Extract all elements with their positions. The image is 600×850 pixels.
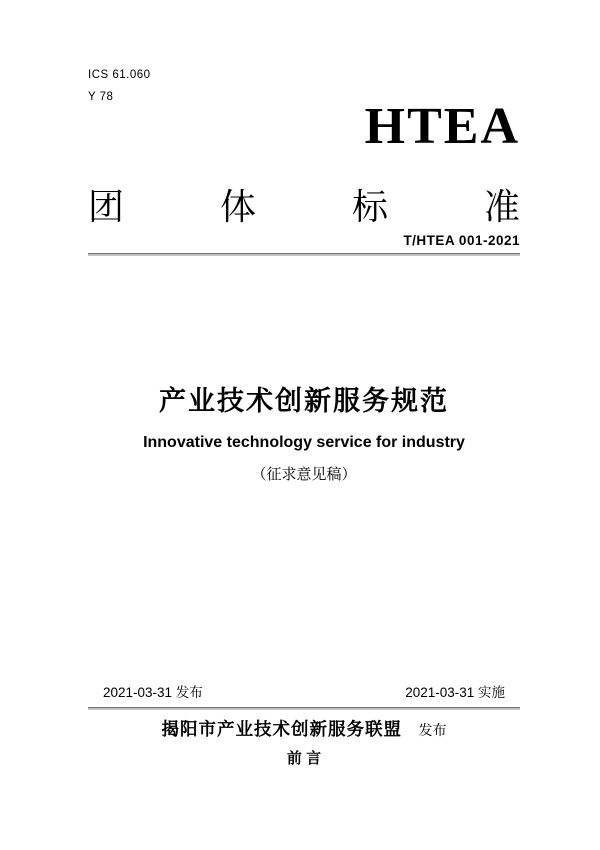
standard-type-char: 准 bbox=[483, 187, 520, 227]
standard-type-char: 标 bbox=[351, 187, 388, 227]
standard-number: T/HTEA 001-2021 bbox=[403, 233, 520, 248]
document-title-chinese: 产业技术创新服务规范 bbox=[159, 386, 449, 416]
standard-type-heading bbox=[88, 186, 520, 228]
implement-date: 2021-03-31 实施 bbox=[405, 685, 505, 700]
publisher-action-label: 发布 bbox=[418, 722, 447, 738]
doc-class-code: Y 78 bbox=[88, 91, 114, 103]
publisher-name: 揭阳市产业技术创新服务联盟 bbox=[161, 719, 403, 739]
header-divider-line bbox=[88, 253, 520, 256]
dates-row bbox=[88, 684, 520, 702]
standard-type-char: 团 bbox=[88, 187, 125, 227]
ics-code: ICS 61.060 bbox=[88, 69, 151, 81]
footer-divider-line bbox=[88, 707, 520, 710]
organization-logo: HTEA bbox=[364, 98, 520, 155]
draft-status-note: （征求意见稿） bbox=[251, 467, 357, 483]
foreword-heading: 前 言 bbox=[286, 750, 322, 767]
publisher-row bbox=[88, 716, 520, 744]
document-title-english: Innovative technology service for industry bbox=[143, 434, 465, 451]
issue-date: 2021-03-31 发布 bbox=[103, 685, 203, 700]
standard-type-char: 体 bbox=[219, 187, 256, 227]
